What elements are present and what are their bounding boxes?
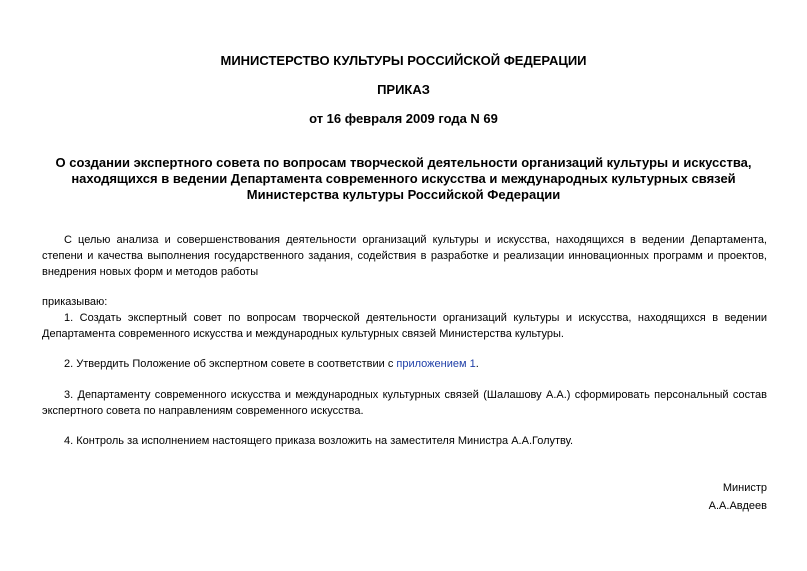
order-item-2	[42, 356, 767, 372]
title-line-3: Министерства культуры Российской Федерации	[246, 187, 561, 202]
signature-name: А.А.Авдеев	[708, 500, 767, 512]
order-word: приказываю:	[42, 296, 108, 308]
appendix-1-link[interactable]: приложением 1	[396, 358, 476, 370]
order-item-2-text: 2. Утвердить Положение об экспертном совете в соответствии с	[64, 358, 397, 370]
date-number-heading: от 16 февраля 2009 года N 69	[309, 111, 498, 126]
ministry-heading: МИНИСТЕРСТВО КУЛЬТУРЫ РОССИЙСКОЙ ФЕДЕРАЦИИ	[220, 53, 587, 68]
document-title	[20, 155, 787, 203]
title-line-1: О создании экспертного совета по вопросам творческой деятельности организаций культуры и искусства,	[55, 155, 752, 170]
doc-type-heading: ПРИКАЗ	[377, 82, 430, 97]
order-item-2-end: .	[475, 358, 479, 370]
preamble-paragraph: С целью анализа и совершенствования деятельности организаций культуры и искусства, находящихся в ведении Департамента, степени и качества выполнения государственного задания, содействия в разработке и реализации инновационных программ и проектов, внедрения новых форм и методов работы	[42, 234, 767, 278]
signature-block	[709, 479, 767, 515]
signature-position: Министр	[722, 482, 767, 494]
order-item-1: 1. Создать экспертный совет по вопросам творческой деятельности организаций культуры и искусства, находящихся в ведении Департамента современного искусства и международных культурных связей Министерства культуры.	[42, 312, 767, 340]
order-item-3: 3. Департаменту современного искусства и международных культурных связей (Шалашову А.А.) сформировать персональный состав экспертного совета по направлениям современного искусства.	[42, 389, 767, 417]
title-line-2: находящихся в ведении Департамента современного искусства и международных культурных связей	[71, 171, 736, 186]
order-item-4: 4. Контроль за исполнением настоящего приказа возложить на заместителя Министра А.А.Голутву.	[64, 435, 574, 447]
